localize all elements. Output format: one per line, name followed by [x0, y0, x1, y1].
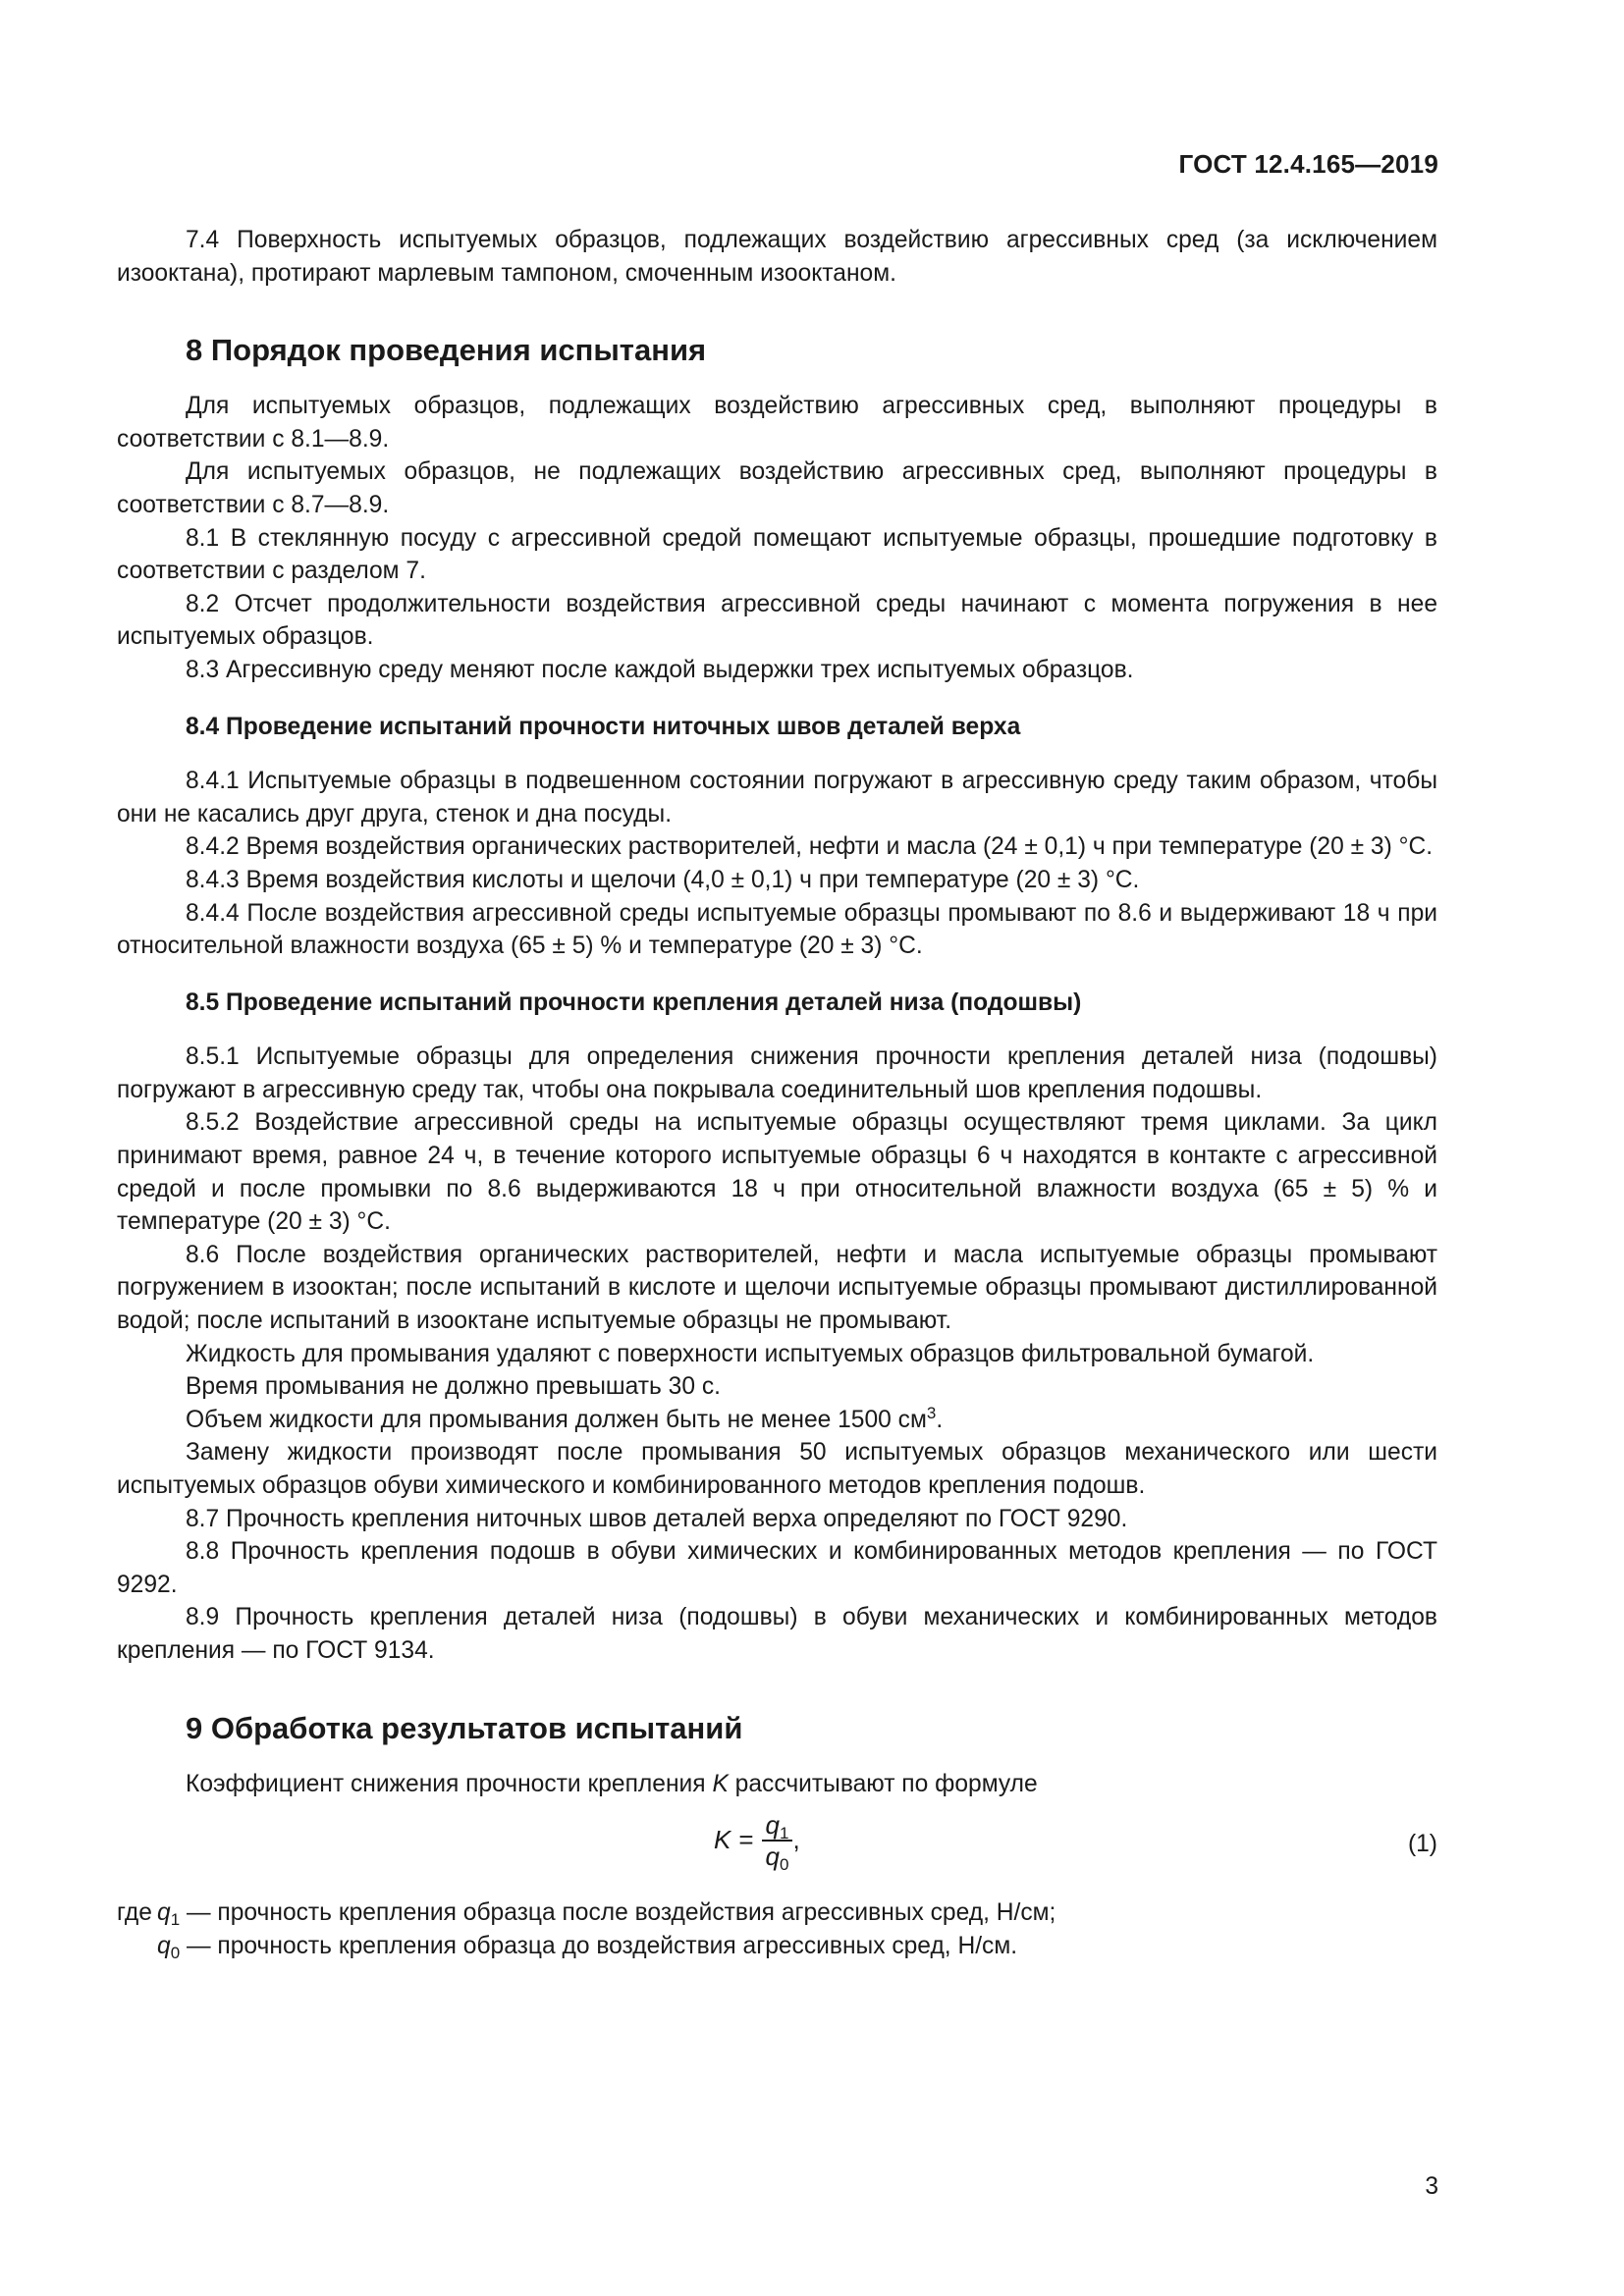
where-item-q0	[117, 1930, 1437, 1963]
subsection-8-4-title: 8.4 Проведение испытаний прочности ниточных швов деталей верха	[186, 713, 1021, 740]
volume-text-end: .	[936, 1406, 944, 1433]
formula-1	[117, 1808, 1437, 1896]
paragraph-8-5-2: 8.5.2 Воздействие агрессивной среды на испытуемые образцы осуществляют тремя циклами. За цикл принимают время, равное 24 ч, в течение которого испытуемые образцы 6 ч находятся в контакте с агрессивной средой и после промывки по 8.6 выдерживаются 18 ч при относительной влажности воздуха (65 ± 5) % и температуре (20 ± 3) °С.	[117, 1109, 1437, 1236]
paragraph-8-2: 8.2 Отсчет продолжительности воздействия агрессивной среды начинают с момента погружения в нее испытуемых образцов.	[117, 590, 1437, 651]
where-sub: 0	[170, 1943, 181, 1962]
where-var: q	[157, 1899, 171, 1927]
paragraph-8-1: 8.1 В стеклянную посуду с агрессивной средой помещают испытуемые образцы, прошедшие подготовку в соответствии с разделом 7.	[117, 524, 1437, 585]
paragraph-8-4-4: 8.4.4 После воздействия агрессивной среды испытуемые образцы промывают по 8.6 и выдерживают 18 ч при относительной влажности воздуха (65 ± 5) % и температуре (20 ± 3) °С.	[117, 899, 1437, 960]
paragraph-8-7: 8.7 Прочность крепления ниточных швов деталей верха определяют по ГОСТ 9290.	[186, 1505, 1128, 1532]
section-8-title: 8 Порядок проведения испытания	[186, 333, 707, 368]
numerator-var: q	[765, 1810, 780, 1841]
where-definition	[157, 1896, 1056, 1930]
formula-trail: ,	[792, 1825, 800, 1855]
where-text: — прочность крепления образца после воздействия агрессивных сред, Н/см;	[180, 1899, 1056, 1927]
formula-fraction	[762, 1810, 793, 1875]
section-9-intro	[117, 1768, 1437, 1801]
where-text: — прочность крепления образца до воздействия агрессивных сред, Н/см.	[180, 1932, 1018, 1959]
paragraph-8-5-1: 8.5.1 Испытуемые образцы для определения снижения прочности крепления деталей низа (подошвы) погружают в агрессивную среду так, чтобы она покрывала соединительный шов крепления подошвы.	[117, 1043, 1437, 1103]
paragraph-8-6-replace: Замену жидкости производят после промывания 50 испытуемых образцов механического или шести испытуемых образцов обуви химического и комбинированного методов крепления подошв.	[117, 1439, 1437, 1499]
where-lead	[117, 1930, 157, 1963]
section-8-intro-2: Для испытуемых образцов, не подлежащих воздействию агрессивных сред, выполняют процедуры в соответствии с 8.7—8.9.	[117, 458, 1437, 518]
section-8-intro-1: Для испытуемых образцов, подлежащих воздействию агрессивных сред, выполняют процедуры в соответствии с 8.1—8.9.	[117, 393, 1437, 453]
document-body	[117, 224, 1437, 1962]
where-list	[117, 1896, 1437, 1962]
section-9-title: 9 Обработка результатов испытаний	[186, 1710, 743, 1745]
formula-lhs: K	[714, 1825, 731, 1855]
paragraph-8-6-liquid: Жидкость для промывания удаляют с поверхности испытуемых образцов фильтровальной бумагой.	[186, 1340, 1315, 1367]
where-sub: 1	[170, 1910, 181, 1930]
document-header: ГОСТ 12.4.165—2019	[1178, 149, 1438, 179]
paragraph-8-8: 8.8 Прочность крепления подошв в обуви химических и комбинированных методов крепления — по ГОСТ 9292.	[117, 1538, 1437, 1598]
formula-denominator	[762, 1842, 793, 1875]
formula-number: (1)	[1407, 1831, 1437, 1858]
intro-text-b: рассчитывают по формуле	[728, 1770, 1038, 1797]
formula-numerator	[762, 1810, 793, 1842]
where-definition	[157, 1930, 1017, 1963]
formula-equals: =	[738, 1825, 754, 1855]
paragraph-8-6-time: Время промывания не должно превышать 30 с.	[186, 1373, 722, 1401]
paragraph-8-6: 8.6 После воздействия органических растворителей, нефти и масла испытуемые образцы промывают погружением в изооктан; после испытаний в кислоте и щелочи испытуемые образцы промывают дистиллированной водой; после испытаний в изооктане испытуемые образцы не промывают.	[117, 1241, 1437, 1335]
page-number: 3	[1425, 2173, 1438, 2200]
intro-text-a: Коэффициент снижения прочности крепления	[186, 1770, 713, 1797]
paragraph-8-4-2: 8.4.2 Время воздействия органических растворителей, нефти и масла (24 ± 0,1) ч при температуре (20 ± 3) °С.	[186, 833, 1434, 861]
formula-expression	[714, 1810, 800, 1875]
paragraph-7-4: 7.4 Поверхность испытуемых образцов, подлежащих воздействию агрессивных сред (за исключением изооктана), протирают марлевым тампоном, смоченным изооктаном.	[117, 227, 1437, 287]
paragraph-8-6-volume	[117, 1404, 1437, 1437]
where-var: q	[157, 1932, 171, 1959]
paragraph-8-9: 8.9 Прочность крепления деталей низа (подошвы) в обуви механических и комбинированных методов крепления — по ГОСТ 9134.	[117, 1604, 1437, 1664]
denominator-sub: 0	[780, 1855, 789, 1875]
paragraph-8-4-1: 8.4.1 Испытуемые образцы в подвешенном состоянии погружают в агрессивную среду таким образом, чтобы они не касались друг друга, стенок и дна посуды.	[117, 768, 1437, 828]
where-item-q1	[117, 1896, 1437, 1930]
volume-unit-exponent: 3	[926, 1403, 937, 1422]
subsection-8-5-title: 8.5 Проведение испытаний прочности крепления деталей низа (подошвы)	[186, 988, 1082, 1016]
paragraph-8-4-3: 8.4.3 Время воздействия кислоты и щелочи (4,0 ± 0,1) ч при температуре (20 ± 3) °С.	[186, 866, 1140, 893]
denominator-var: q	[765, 1842, 780, 1872]
paragraph-8-3: 8.3 Агрессивную среду меняют после каждой выдержки трех испытуемых образцов.	[186, 656, 1134, 683]
volume-text: Объем жидкости для промывания должен быть не менее 1500 см	[186, 1406, 927, 1433]
where-lead: где	[117, 1899, 152, 1927]
intro-var-k: K	[712, 1770, 729, 1797]
numerator-sub: 1	[780, 1824, 789, 1843]
